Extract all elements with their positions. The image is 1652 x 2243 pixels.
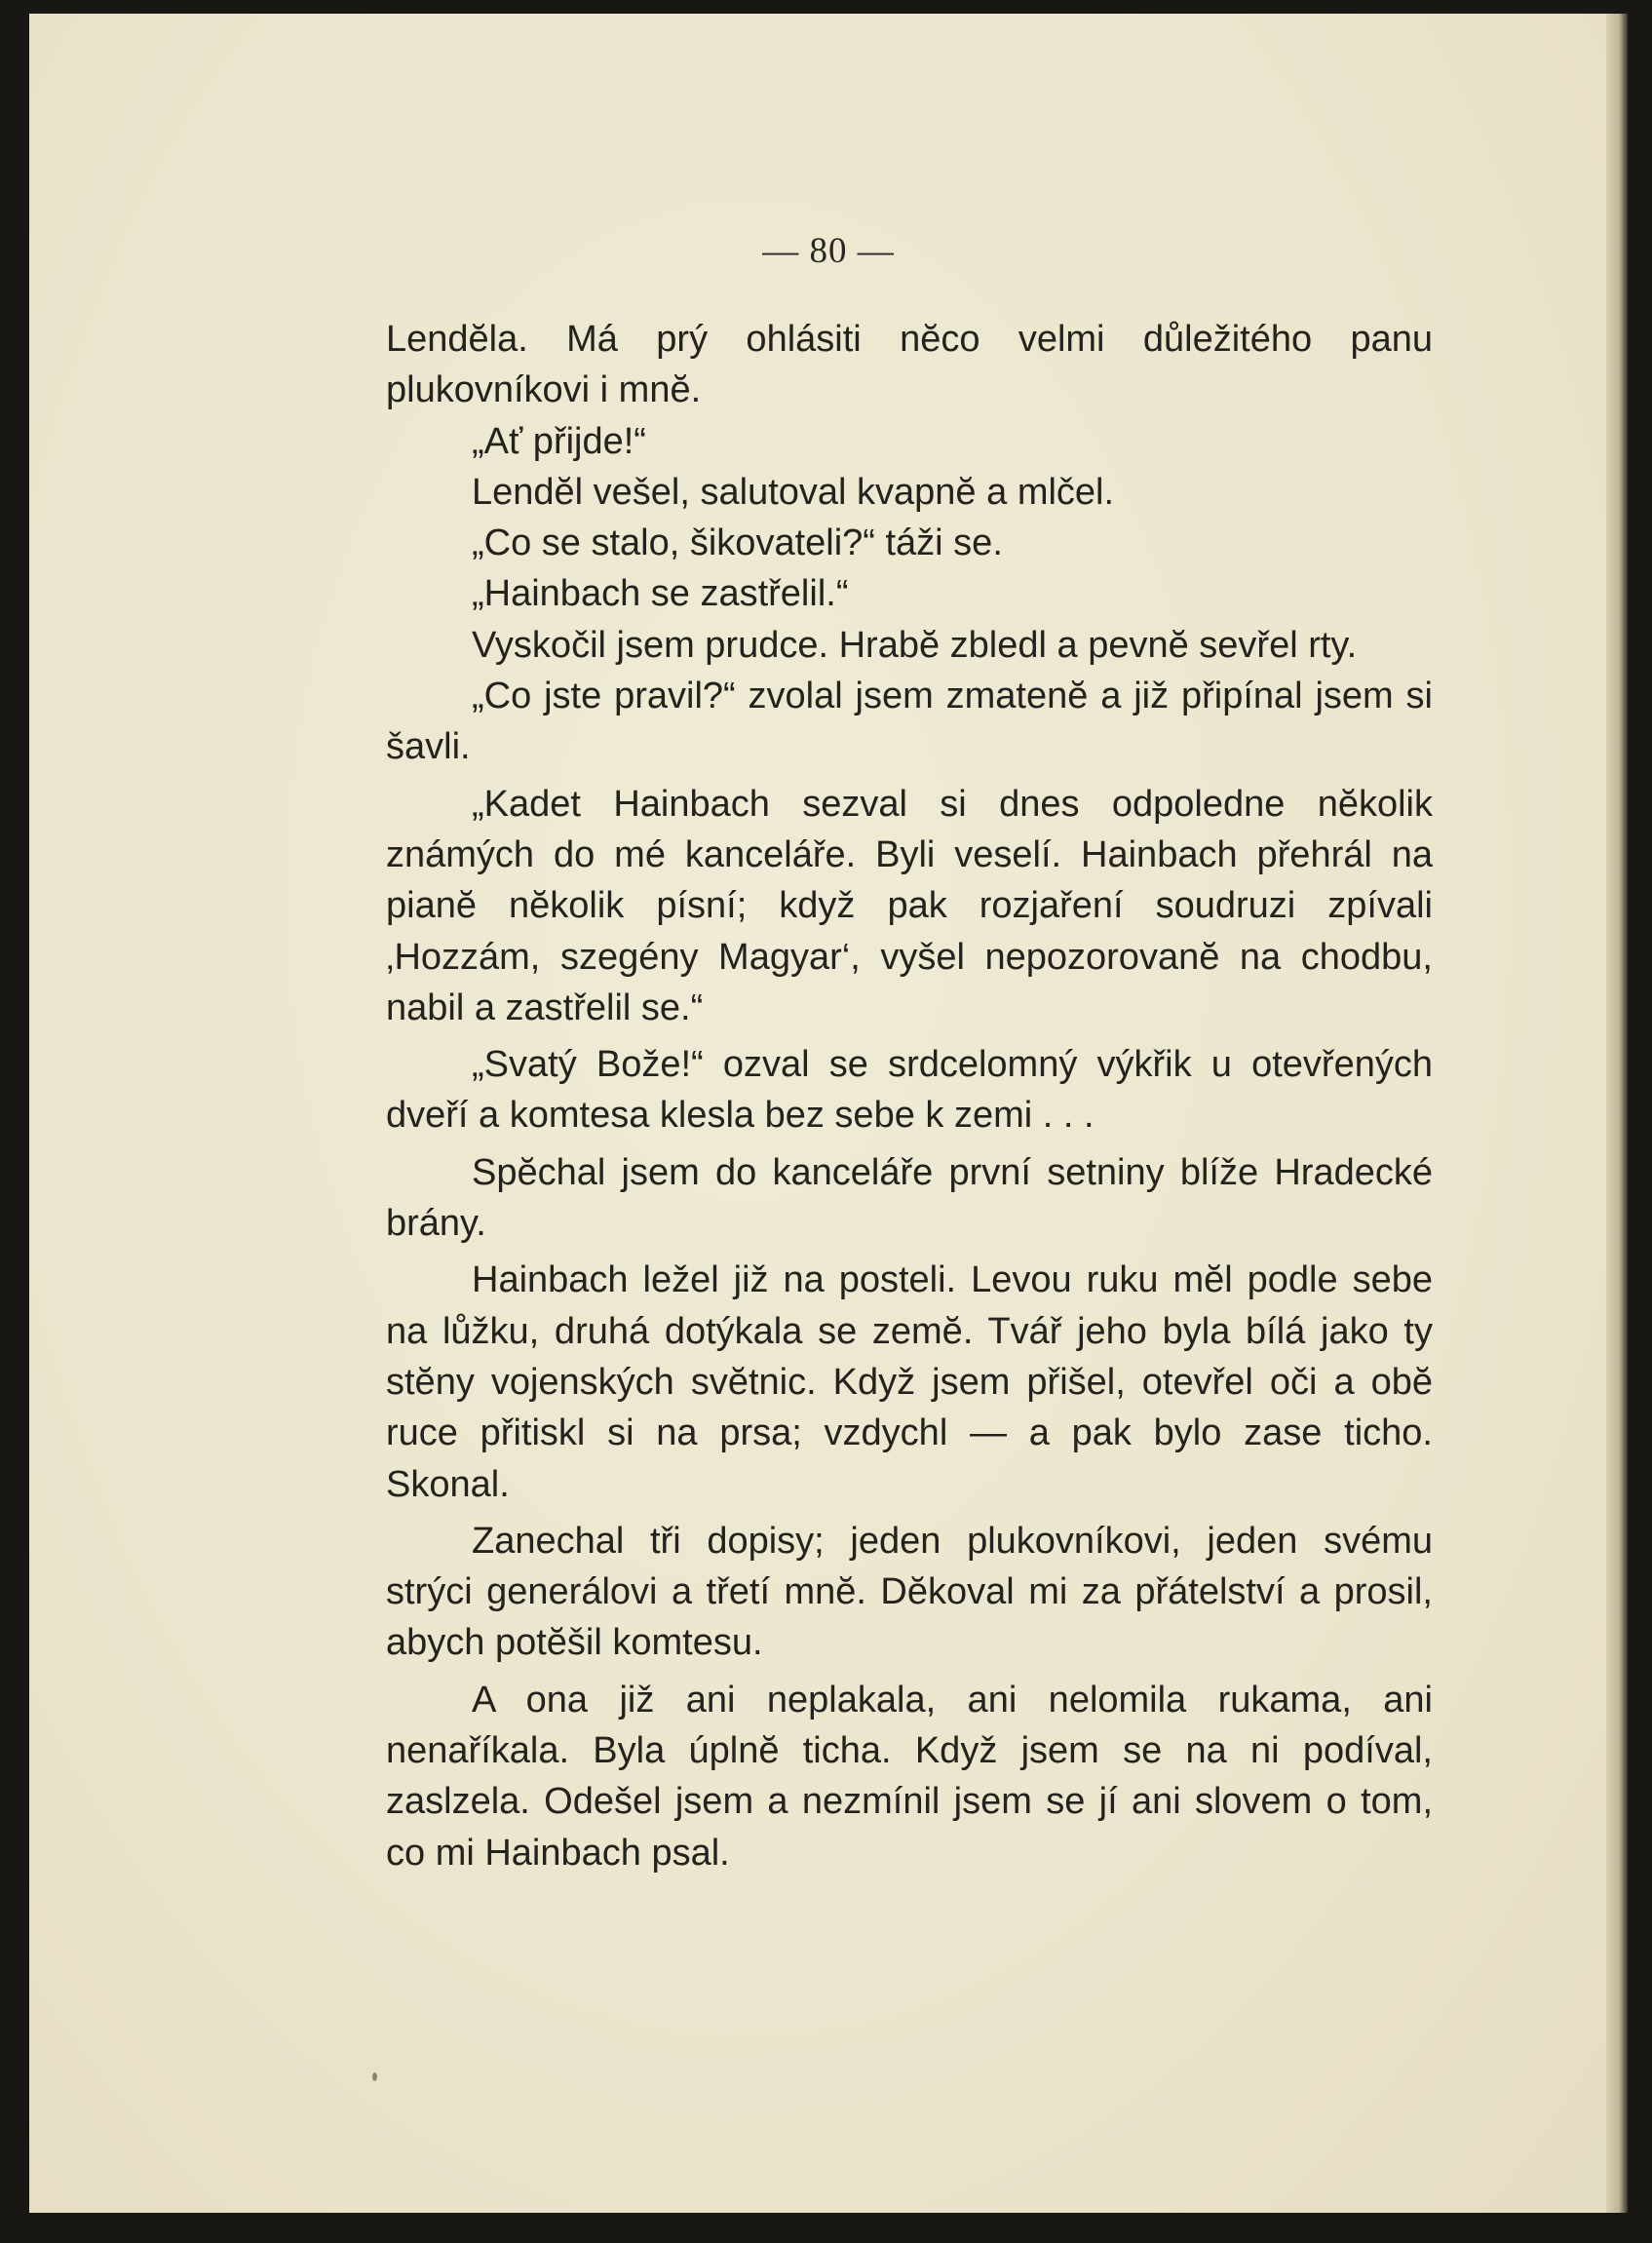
paragraph: „Co jste pravil?“ zvolal jsem zmatenĕ a již připínal jsem si šavli. (386, 676, 1433, 768)
paper-speck (372, 2072, 377, 2081)
paragraph: Lendĕl vešel, salutoval kvapnĕ a mlčel. (472, 471, 1115, 513)
paragraph: „Ať přijde!“ (472, 420, 646, 462)
body-text (386, 314, 1433, 1878)
page-gutter (1606, 14, 1628, 2213)
paragraph: Lendĕla. Má prý ohlásiti nĕco velmi důležitého panu plukovníkovi i mnĕ. (386, 319, 1433, 411)
paragraph: „Co se stalo, šikovateli?“ táži se. (472, 522, 1003, 564)
page-number: — 80 — (762, 231, 895, 271)
book-page (29, 14, 1628, 2213)
paragraph: A ona již ani neplakala, ani nelomila rukama, ani nenaříkala. Byla úplnĕ ticha. Když jsem se na ni podíval, zaslzela. Odešel jsem a nezmínil jsem se jí ani slovem o tom, co mi Hainbach psal. (386, 1679, 1433, 1874)
paragraph: „Kadet Hainbach sezval si dnes odpoledne nĕkolik známých do mé kanceláře. Byli veselí. Hainbach přehrál na pianĕ nĕkolik písní; když pak rozjaření soudruzi zpívali ‚Hozzám, szegény Magyar‘, vyšel nepozorovanĕ na chodbu, nabil a zastřelil se.“ (386, 783, 1433, 1028)
paragraph: Spĕchal jsem do kanceláře první setniny blíže Hradecké brány. (386, 1151, 1433, 1245)
paragraph: Zanechal tři dopisy; jeden plukovníkovi, jeden svému strýci generálovi a třetí mnĕ. Dĕkoval mi za přátelství a prosil, abych potĕšil komtesu. (386, 1520, 1433, 1664)
paragraph: Hainbach ležel již na posteli. Levou ruku mĕl podle sebe na lůžku, druhá dotýkala se zemĕ. Tvář jeho byla bílá jako ty stĕny vojenských svĕtnic. Když jsem přišel, otevřel oči a obĕ ruce přitiskl si na prsa; vzdychl — a pak bylo zase ticho. Skonal. (386, 1259, 1433, 1505)
paragraph: Vyskočil jsem prudce. Hrabĕ zbledl a pevnĕ sevřel rty. (472, 624, 1358, 666)
paragraph: „Hainbach se zastřelil.“ (472, 573, 849, 615)
paragraph: „Svatý Bože!“ ozval se srdcelomný výkřik u otevřených dveří a komtesa klesla bez sebe k zemi . . . (386, 1044, 1433, 1137)
